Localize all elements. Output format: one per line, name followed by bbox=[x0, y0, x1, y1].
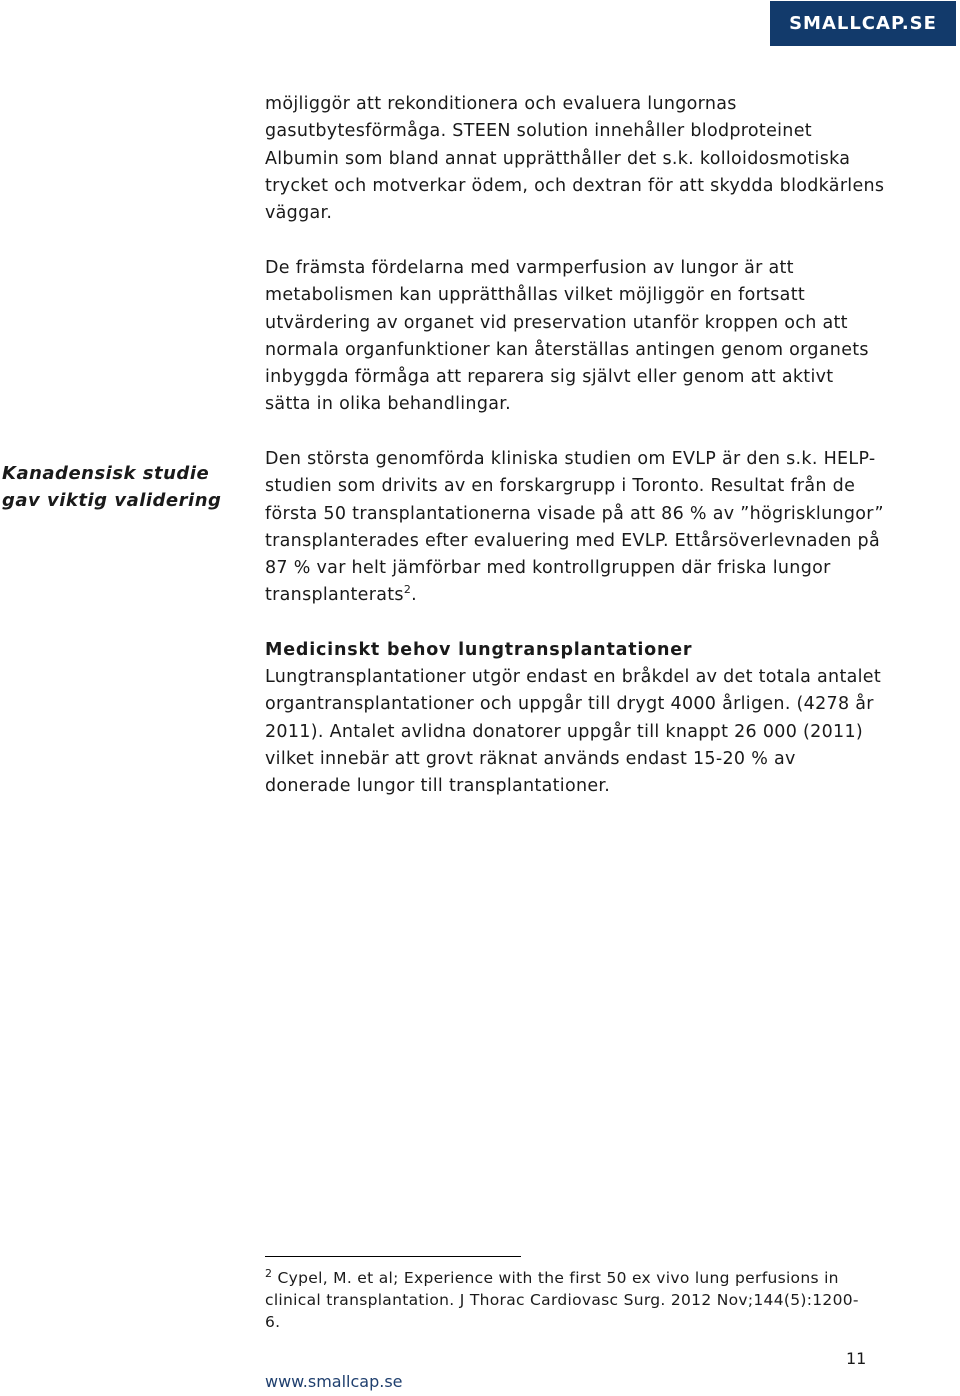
section-heading: Medicinskt behov lungtransplantationer bbox=[265, 640, 693, 660]
sidebar-caption: Kanadensisk studie gav viktig validering bbox=[2, 463, 222, 512]
page-number: 11 bbox=[846, 1349, 867, 1368]
paragraph-steen-solution: möjliggör att rekonditionera och evaluera lungornas gasutbytesförmåga. STEEN solution innehåller blodproteinet Albumin som bland annat upprätthåller det s.k. kolloidosmotiska trycket och motverkar ödem, och dextran för att skydda blodkärlens väggar. bbox=[265, 94, 885, 224]
paragraph-help-study-text: Den största genomförda kliniska studien om EVLP är den s.k. HELP-studien som drivits av en forskargrupp i Toronto. Resultat från de första 50 transplantationerna visade på att 86 % av ”högrisklungor” transplanterades efter evaluering med EVLP. Ettårsöverlevnaden på 87 % var helt jämförbar med kontrollgruppen där friska lungor transplanterats bbox=[265, 449, 884, 606]
footnote-text: Cypel, M. et al; Experience with the first 50 ex vivo lung perfusions in clinical transplantation. J Thorac Cardiovasc Surg. 2012 Nov;144(5):1200-6. bbox=[265, 1269, 859, 1331]
paragraph-warm-perfusion-benefits: De främsta fördelarna med varmperfusion av lungor är att metabolismen kan upprätthållas vilket möjliggör en fortsatt utvärdering av organet vid preservation utanför kroppen och att normala organfunktioner kan återställas antingen genom organets inbyggda förmåga att reparera sig självt eller genom att aktivt sätta in olika behandlingar. bbox=[265, 258, 869, 415]
paragraph-help-study bbox=[265, 446, 885, 610]
footnote-divider bbox=[265, 1256, 521, 1257]
site-url-link[interactable]: www.smallcap.se bbox=[265, 1372, 403, 1391]
footnote-reference: 2 bbox=[403, 583, 412, 597]
footnote bbox=[265, 1267, 865, 1333]
footnote-number: 2 bbox=[265, 1266, 273, 1280]
paragraph-help-study-end: . bbox=[411, 585, 417, 606]
smallcap-logo: SMALLCAP.SE bbox=[770, 1, 956, 46]
paragraph-lung-transplant-need: Lungtransplantationer utgör endast en bråkdel av det totala antalet organtransplantationer och uppgår till drygt 4000 årligen. (4278 år 2011). Antalet avlidna donatorer uppgår till knappt 26 000 (2011) vilket innebär att grovt räknat används endast 15-20 % av donerade lungor till transplantationer. bbox=[265, 667, 882, 797]
